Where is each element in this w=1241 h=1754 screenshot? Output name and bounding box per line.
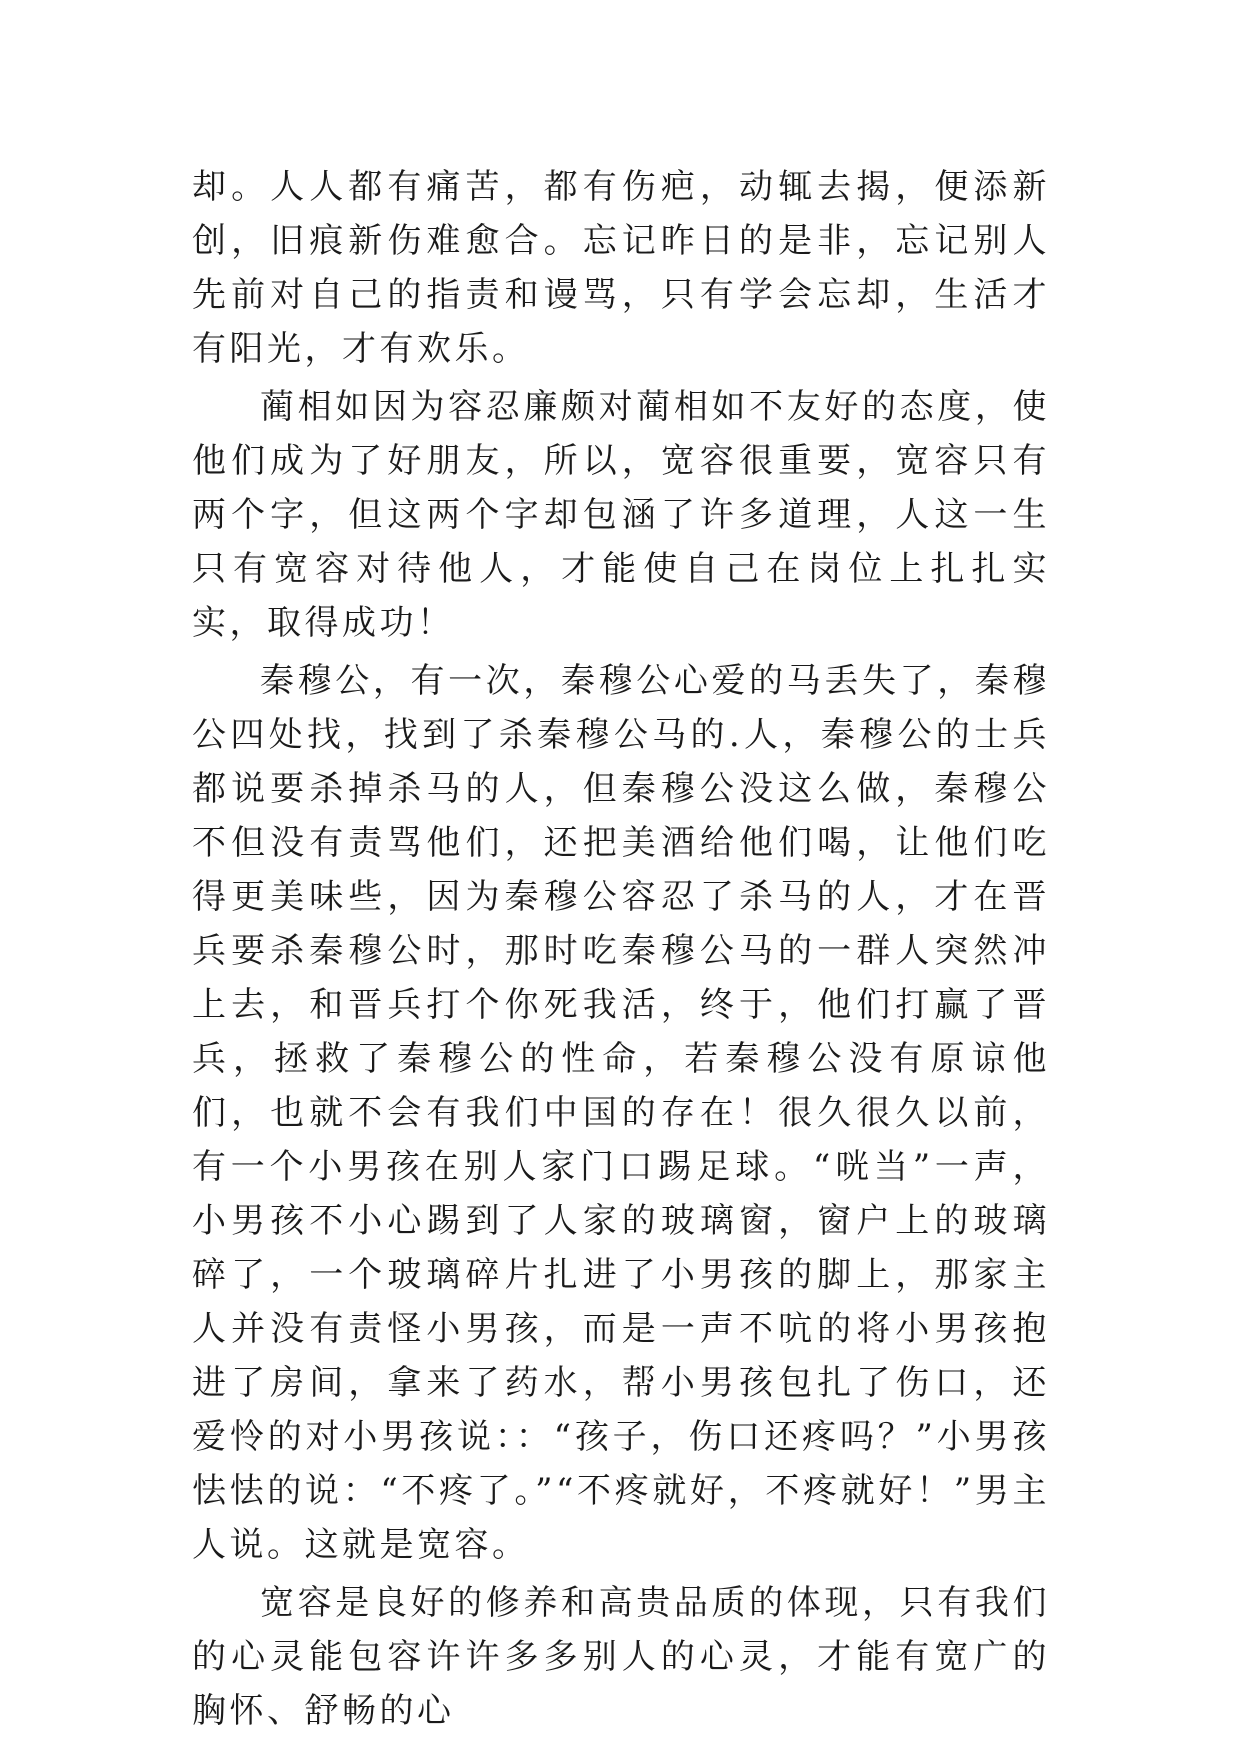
paragraph-4: 宽容是良好的修养和高贵品质的体现，只有我们的心灵能包容许许多多别人的心灵，才能有宽广的胸怀、舒畅的心 — [192, 1583, 1050, 1731]
paragraph-1: 却。人人都有痛苦，都有伤疤，动辄去揭，便添新创，旧痕新伤难愈合。忘记昨日的是非，忘记别人先前对自己的指责和谩骂，只有学会忘却，生活才有阳光，才有欢乐。 — [192, 167, 1050, 369]
document-body — [192, 160, 1050, 1742]
paragraph-3: 秦穆公，有一次，秦穆公心爱的马丢失了，秦穆公四处找，找到了杀秦穆公马的.人，秦穆公的士兵都说要杀掉杀马的人，但秦穆公没这么做，秦穆公不但没有责骂他们，还把美酒给他们喝，让他们吃得更美味些，因为秦穆公容忍了杀马的人，才在晋兵要杀秦穆公时，那时吃秦穆公马的一群人突然冲上去，和晋兵打个你死我活，终于，他们打赢了晋兵，拯救了秦穆公的性命，若秦穆公没有原谅他们，也就不会有我们中国的存在！很久很久以前，有一个小男孩在别人家门口踢足球。“咣当”一声，小男孩不小心踢到了人家的玻璃窗，窗户上的玻璃碎了，一个玻璃碎片扎进了小男孩的脚上，那家主人并没有责怪小男孩，而是一声不吭的将小男孩抱进了房间，拿来了药水，帮小男孩包扎了伤口，还爱怜的对小男孩说：：“孩子，伤口还疼吗？”小男孩怯怯的说：“不疼了。”“不疼就好，不疼就好！”男主人说。这就是宽容。 — [192, 661, 1050, 1565]
paragraph-2: 蔺相如因为容忍廉颇对蔺相如不友好的态度，使他们成为了好朋友，所以，宽容很重要，宽容只有两个字，但这两个字却包涵了许多道理，人这一生只有宽容对待他人，才能使自己在岗位上扎扎实实，取得成功！ — [192, 387, 1050, 643]
